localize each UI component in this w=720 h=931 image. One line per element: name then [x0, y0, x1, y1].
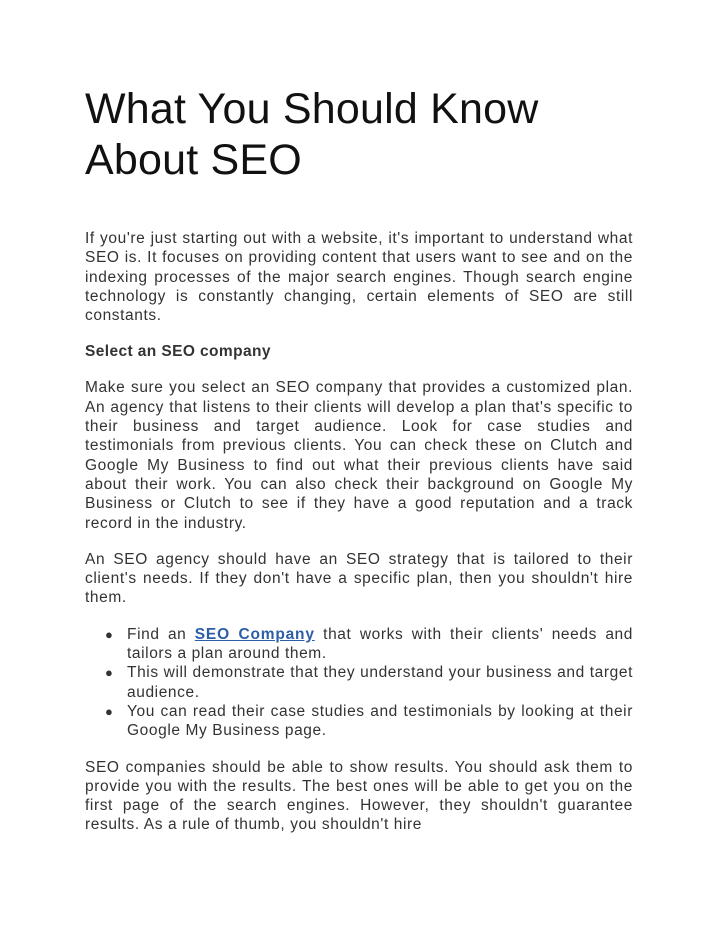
page-title-line-2: About SEO [85, 136, 302, 184]
bullet-icon: ● [105, 626, 114, 642]
strategy-paragraph: An SEO agency should have an SEO strategy that is tailored to their client's needs. If they don't have a specific plan, then you shouldn't hire them. [85, 550, 633, 607]
section-heading: Select an SEO company [85, 343, 271, 361]
bullet-icon: ● [105, 703, 114, 719]
list-item-text: You can read their case studies and testimonials by looking at their Google My Business page. [127, 702, 633, 740]
page-title-line-1: What You Should Know [85, 85, 539, 133]
intro-paragraph: If you're just starting out with a website, it's important to understand what SEO is. It focuses on providing content that users want to see and on the indexing processes of the major search engines. Though search engine technology is constantly changing, certain elements of SEO are still constants. [85, 230, 633, 325]
list-item [105, 625, 633, 664]
list-item [105, 663, 633, 702]
tips-list [85, 625, 633, 741]
seo-company-link[interactable]: SEO Company [194, 625, 315, 643]
list-item [105, 702, 633, 741]
select-company-paragraph: Make sure you select an SEO company that provides a customized plan. An agency that listens to their clients will develop a plan that's specific to their business and target audience. Look for case studies and testimonials from previous clients. You can check these on Clutch and Google My Business to find out what their previous clients have said about their work. You can also check their background on Google My Business or Clutch to see if they have a good reputation and a track record in the industry. [85, 379, 633, 532]
bullet-icon: ● [105, 665, 114, 681]
list-item-prefix: Find an [127, 625, 195, 643]
page-title [85, 84, 633, 186]
results-paragraph: SEO companies should be able to show results. You should ask them to provide you with the results. The best ones will be able to get you on the first page of the search engines. However, they shouldn't guarantee results. As a rule of thumb, you shouldn't hire [85, 758, 633, 834]
document-page [85, 0, 633, 835]
list-item-suffix: that works with their clients' needs and tailors a plan around them. [127, 625, 633, 663]
list-item-text: This will demonstrate that they understand your business and target audience. [127, 664, 633, 701]
